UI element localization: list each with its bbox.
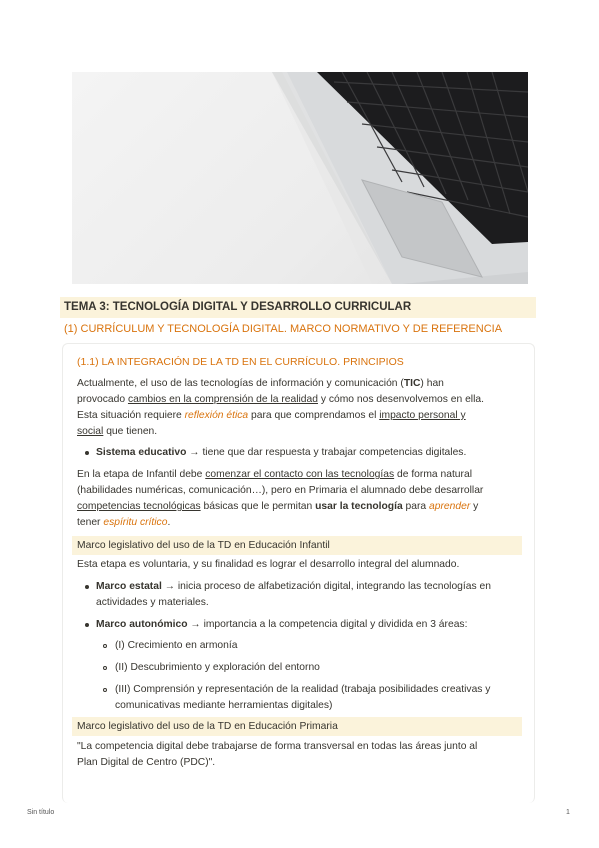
bold-text: usar la tecnología xyxy=(315,501,403,512)
text: actividades y materiales. xyxy=(96,597,209,608)
text: (habilidades numéricas, comunicación…), pero en Primaria el alumnado debe desarrollar xyxy=(77,485,484,496)
sub-bullet-marker xyxy=(103,688,107,692)
text: comunicativas mediante herramientas digitales) xyxy=(115,700,333,711)
section-heading: (1) CURRÍCULUM Y TECNOLOGÍA DIGITAL. MARCO NORMATIVO Y DE REFERENCIA xyxy=(64,323,503,335)
text: Actualmente, el uso de las tecnologías de información y comunicación ( xyxy=(77,378,404,389)
text: de forma natural xyxy=(394,469,472,480)
bullet-marco-autonomico xyxy=(96,617,526,633)
bullet-marco-estatal xyxy=(96,579,526,611)
text: básicas que le permitan xyxy=(200,501,316,512)
bold-text: Sistema educativo xyxy=(96,447,187,458)
text: Plan Digital de Centro (PDC)". xyxy=(77,757,216,768)
underlined-text: competencias tecnológicas xyxy=(77,501,201,512)
underlined-text: comenzar el contacto con las tecnologías xyxy=(205,469,395,480)
text: ) han xyxy=(420,378,444,389)
section-heading-infantil: Marco legislativo del uso de la TD en Educación Infantil xyxy=(72,536,522,555)
text: y cómo nos desenvolvemos en ella. xyxy=(317,394,484,405)
highlighted-text: reflexión ética xyxy=(184,410,249,421)
highlighted-text: espíritu crítico xyxy=(103,517,168,528)
text: . xyxy=(167,517,171,528)
laptop-photo xyxy=(72,72,528,284)
paragraph-infantil-primaria xyxy=(77,467,527,531)
bold-text: TIC xyxy=(403,378,421,389)
text: → tiene que dar respuesta y trabajar competencias digitales. xyxy=(186,447,467,458)
card-title: (1.1) LA INTEGRACIÓN DE LA TD EN EL CURRÍCULO. PRINCIPIOS xyxy=(77,356,404,368)
text: provocado xyxy=(77,394,128,405)
sub-bullet-marker xyxy=(103,644,107,648)
text: En la etapa de Infantil debe xyxy=(77,469,206,480)
text: "La competencia digital debe trabajarse de forma transversal en todas las áreas junto al xyxy=(77,741,478,752)
sub-item-area-3 xyxy=(115,682,527,714)
text: y xyxy=(470,501,479,512)
text: → importancia a la competencia digital y dividida en 3 áreas: xyxy=(187,619,468,630)
document-title: TEMA 3: TECNOLOGÍA DIGITAL Y DESARROLLO CURRICULAR xyxy=(60,297,536,318)
underlined-text: social xyxy=(77,426,104,437)
bullet-marker xyxy=(85,451,89,455)
laptop-illustration xyxy=(72,72,528,284)
footer-page-number: 1 xyxy=(566,809,570,816)
sub-bullet-marker xyxy=(103,666,107,670)
bold-text: Marco autonómico xyxy=(96,619,188,630)
text: que tienen. xyxy=(103,426,158,437)
bullet-marker xyxy=(85,623,89,627)
text: (III) Comprensión y representación de la realidad (trabaja posibilidades creativas y xyxy=(115,684,491,695)
text: para que comprendamos el xyxy=(248,410,380,421)
text: para xyxy=(402,501,430,512)
bold-text: Marco estatal xyxy=(96,581,162,592)
text: tener xyxy=(77,517,104,528)
text: Esta situación requiere xyxy=(77,410,185,421)
bullet-sistema-educativo xyxy=(96,445,526,461)
underlined-text: impacto personal y xyxy=(379,410,466,421)
footer-document-name: Sin título xyxy=(27,809,55,816)
highlighted-text: aprender xyxy=(429,501,471,512)
paragraph-intro xyxy=(77,376,527,440)
underlined-text: cambios en la comprensión de la realidad xyxy=(127,394,318,405)
text: → inicia proceso de alfabetización digital, integrando las tecnologías en xyxy=(161,581,491,592)
sub-item-area-2: (II) Descubrimiento y exploración del entorno xyxy=(115,662,320,673)
section-heading-primaria: Marco legislativo del uso de la TD en Educación Primaria xyxy=(72,717,522,736)
sub-item-area-1: (I) Crecimiento en armonía xyxy=(115,640,238,651)
paragraph-etapa-voluntaria: Esta etapa es voluntaria, y su finalidad es lograr el desarrollo integral del alumnado. xyxy=(77,559,460,570)
bullet-marker xyxy=(85,585,89,589)
paragraph-quote-pdc xyxy=(77,739,527,771)
